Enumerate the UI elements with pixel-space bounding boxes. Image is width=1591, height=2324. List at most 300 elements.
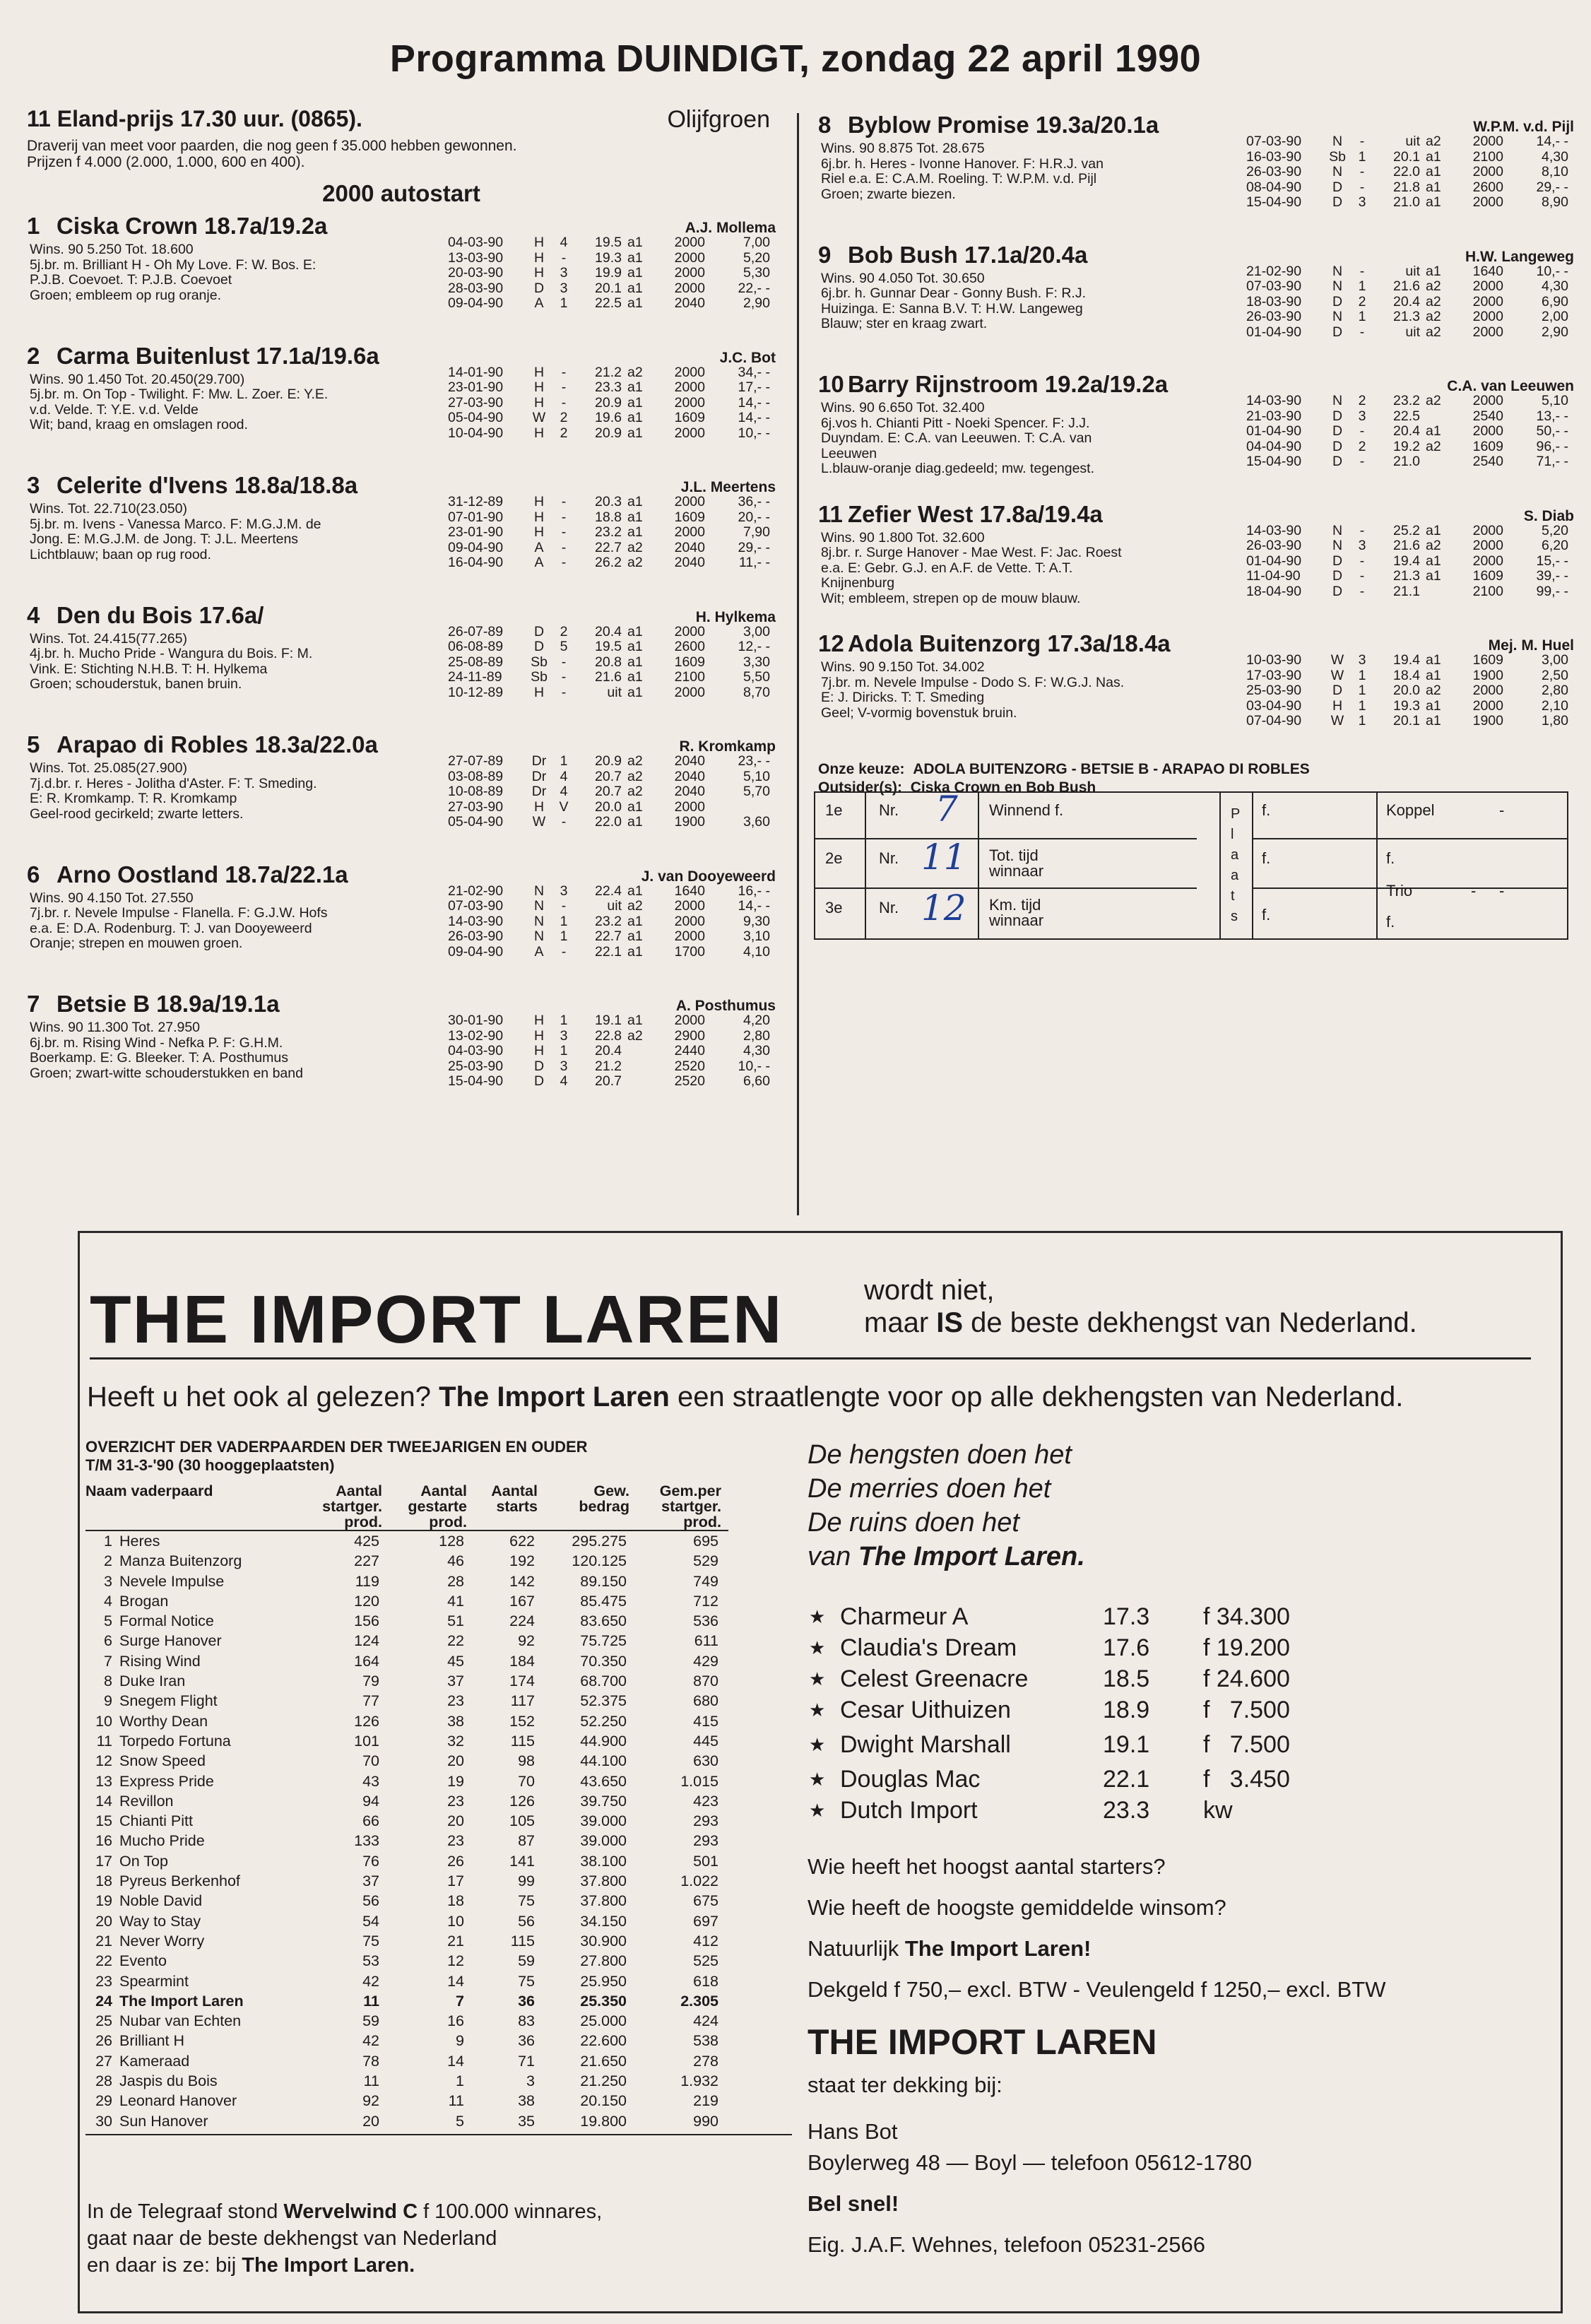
stats-row — [85, 1691, 728, 1711]
result-cell: H — [533, 798, 545, 815]
stats-cell: 675 — [693, 1892, 718, 1910]
horse-name-text: Ciska Crown 18.7a/19.2a — [57, 213, 328, 239]
result-cell: 1 — [1358, 309, 1366, 324]
stats-row — [85, 1571, 728, 1591]
stats-cell: 59 — [362, 2012, 379, 2030]
result-cell: 2 — [1358, 293, 1366, 309]
ad-stand-title: THE IMPORT LAREN — [808, 2022, 1157, 2062]
result-cell: 2000 — [674, 280, 705, 296]
result-cell: 20.1 — [1393, 713, 1420, 729]
result-cell: 1 — [1358, 148, 1366, 165]
sire-name-text: On Top — [119, 1852, 168, 1870]
result-cell: 15-04-90 — [1246, 194, 1302, 210]
sire-name — [85, 1671, 304, 1691]
horse-info-line: Wit; embleem, strepen op de mouw blauw. — [821, 590, 1081, 606]
result-cell: a1 — [627, 425, 643, 441]
result-cell: 16-04-90 — [448, 555, 504, 570]
result-cell — [627, 1059, 653, 1075]
result-cell: a2 — [627, 555, 643, 570]
result-cell: 5,10 — [743, 768, 770, 784]
horse-info — [27, 891, 432, 952]
result-cell: 2100 — [1472, 583, 1503, 599]
sire-rank: 18 — [95, 1872, 112, 1890]
result-row — [1246, 714, 1568, 729]
horse-name-text: Celerite d'Ivens 18.8a/18.8a — [57, 472, 358, 498]
result-cell: uit — [1405, 324, 1420, 340]
offspring-record: 18.5 — [1103, 1665, 1150, 1692]
col-naam: Naam vaderpaard — [85, 1482, 213, 1499]
horse-info-line: Wins. 90 9.150 Tot. 34.002 — [821, 659, 985, 675]
result-cell: 2000 — [674, 235, 705, 250]
result-cell: 08-04-90 — [1246, 179, 1302, 195]
result-cell: 36,- - — [738, 494, 770, 509]
stats-cell: 44.900 — [580, 1732, 627, 1750]
result-cell: 1 — [560, 295, 568, 311]
horse-trainer: R. Kromkamp — [679, 738, 776, 755]
result-cell: - — [561, 249, 567, 266]
result-row — [448, 670, 770, 685]
result-cell: 23.2 — [1393, 393, 1420, 408]
horse-trainer: H. Hylkema — [695, 608, 776, 625]
result-cell: 3,10 — [743, 928, 770, 944]
slip-handwritten-3[interactable]: 12 — [921, 887, 966, 928]
result-cell: 13-02-90 — [448, 1027, 504, 1044]
result-cell — [627, 1044, 653, 1059]
result-cell: 14,- - — [738, 898, 770, 914]
result-cell: 2000 — [674, 394, 705, 411]
result-cell — [714, 800, 770, 815]
stats-cell: 21.250 — [580, 2072, 627, 2090]
stats-cell: 22.600 — [580, 2032, 627, 2050]
sire-name-text: Mucho Pride — [119, 1832, 205, 1850]
result-cell: 24-11-89 — [448, 669, 502, 685]
result-cell: D — [533, 639, 545, 654]
stats-cell: 1.932 — [680, 2072, 718, 2090]
sire-rank: 6 — [104, 1632, 112, 1650]
offspring-winnings: kw — [1203, 1797, 1233, 1824]
result-cell: 14-03-90 — [448, 913, 504, 929]
result-cell: a1 — [627, 1013, 643, 1028]
stats-cell: 622 — [509, 1533, 535, 1550]
horse-number: 8 — [818, 112, 832, 138]
result-cell: a2 — [627, 539, 643, 555]
sire-name — [85, 1931, 304, 1951]
result-cell: - — [561, 509, 567, 525]
result-cell: 10-08-89 — [448, 784, 504, 799]
result-cell: a1 — [627, 798, 643, 815]
result-cell: 1 — [560, 928, 568, 944]
result-cell: 20.4 — [1393, 423, 1420, 439]
result-cell: 13,- - — [1536, 408, 1568, 424]
result-cell: 1900 — [1472, 713, 1503, 729]
sire-name — [85, 1691, 304, 1711]
slip-winnend: Winnend f. — [989, 801, 1064, 819]
sire-rank: 21 — [95, 1932, 112, 1950]
offspring-name: Celest Greenacre — [840, 1665, 1029, 1692]
result-cell: 5 — [560, 639, 568, 654]
horse-trainer: C.A. van Leeuwen — [1447, 378, 1574, 394]
result-cell: H — [533, 1027, 545, 1044]
picks-value: ADOLA BUITENZORG - BETSIE B - ARAPAO DI ROBLES — [913, 760, 1310, 777]
horse-info-line: Wins. 90 6.650 Tot. 32.400 — [821, 400, 985, 415]
right-column — [818, 112, 1574, 797]
result-cell: 22.1 — [595, 943, 622, 960]
sire-name-text: Surge Hanover — [119, 1632, 222, 1650]
result-cell: 21.0 — [1393, 454, 1420, 469]
result-cell: - — [1359, 454, 1365, 469]
horse-info-line: v.d. Velde. T: Y.E. v.d. Velde — [30, 401, 199, 418]
result-cell: H — [533, 364, 545, 380]
stats-row — [85, 1991, 728, 2011]
sire-name — [85, 1591, 304, 1611]
result-cell: 07-03-90 — [1246, 278, 1302, 294]
stats-row — [85, 2031, 728, 2051]
contact-address: Boylerweg 48 — Boyl — telefoon 05612-1780 — [808, 2150, 1253, 2175]
horse-name-text: Betsie B 18.9a/19.1a — [57, 991, 280, 1017]
offspring-record: 19.1 — [1103, 1731, 1150, 1758]
stats-row — [85, 1531, 728, 1551]
stats-row — [85, 1811, 728, 1831]
col-gem: Gem.per startger. prod. — [659, 1482, 721, 1530]
stats-row — [85, 1651, 728, 1671]
stats-cell: 142 — [509, 1572, 535, 1590]
stats-cell: 92 — [362, 2092, 379, 2110]
result-row — [448, 235, 770, 251]
ad-fee: Dekgeld f 750,– excl. BTW - Veulengeld f 1250,– excl. BTW — [808, 1977, 1386, 2002]
horse-trainer: H.W. Langeweg — [1465, 248, 1574, 265]
stats-cell: 85.475 — [580, 1592, 627, 1610]
sire-rank: 25 — [95, 2012, 112, 2030]
stats-cell: 295.275 — [572, 1533, 627, 1550]
sire-rank: 4 — [104, 1592, 112, 1610]
stats-cell: 695 — [693, 1533, 718, 1550]
result-cell: 2040 — [674, 539, 705, 555]
result-cell: 2000 — [1472, 393, 1503, 408]
horse-info — [818, 401, 1224, 477]
result-cell: uit — [1405, 263, 1420, 279]
result-cell: A — [534, 539, 544, 555]
stats-cell: 37.800 — [580, 1872, 627, 1890]
result-cell: - — [1359, 134, 1365, 149]
result-cell: 99,- - — [1536, 583, 1568, 599]
sire-name — [85, 1791, 304, 1811]
sire-name-text: Evento — [119, 1952, 167, 1970]
stats-row — [85, 1771, 728, 1791]
result-cell: a1 — [1426, 553, 1441, 569]
result-cell: Sb — [531, 654, 548, 670]
stats-cell: 11 — [363, 2072, 379, 2090]
result-cell: 5,30 — [743, 265, 770, 281]
result-cell: 4 — [560, 1073, 568, 1089]
sire-name — [85, 1991, 304, 2011]
page-header: Programma DUINDIGT, zondag 22 april 1990 — [389, 37, 1202, 80]
result-cell: 2000 — [674, 265, 705, 281]
result-cell: 22.4 — [595, 883, 622, 899]
stats-cell: 278 — [693, 2052, 718, 2070]
horse-info-line: Jong. E: M.G.J.M. de Jong. T: J.L. Meertens — [30, 531, 299, 547]
result-cell: 26-03-90 — [1246, 164, 1302, 179]
result-cell: Dr — [531, 753, 547, 769]
horse-entry — [27, 602, 776, 724]
result-cell: 1 — [560, 1013, 568, 1028]
result-row — [448, 685, 770, 701]
stats-cell: 34.150 — [580, 1912, 627, 1930]
result-cell: 2000 — [674, 379, 705, 395]
stats-cell: 51 — [447, 1612, 464, 1630]
result-cell: 20.7 — [595, 784, 622, 799]
result-cell: D — [1332, 324, 1343, 340]
horse-info — [818, 271, 1224, 332]
stats-cell: 71 — [518, 2052, 535, 2070]
left-column — [27, 106, 776, 1121]
horse-info-line: 5j.br. m. Ivens - Vanessa Marco. F: M.G.J.M. de — [30, 516, 321, 532]
sire-name — [85, 1551, 304, 1571]
stats-cell: 77 — [362, 1692, 379, 1710]
slip-rank-1: 1e — [825, 801, 843, 819]
horse-info — [27, 1020, 432, 1081]
result-cell: N — [533, 928, 545, 944]
result-cell: 3,30 — [743, 654, 770, 670]
offspring-row — [809, 1633, 1290, 1663]
result-cell: W — [1330, 713, 1344, 729]
horse-trainer: S. Diab — [1523, 507, 1574, 524]
stats-cell: 167 — [509, 1592, 535, 1610]
stats-cell: 21 — [447, 1932, 464, 1950]
sire-name — [85, 1811, 304, 1831]
stats-cell: 38 — [447, 1712, 464, 1730]
horse-info-line: 6j.vos h. Chianti Pitt - Noeki Spencer. F: J.J. — [821, 415, 1090, 431]
result-cell: 2 — [1358, 438, 1366, 454]
result-cell: D — [533, 1073, 545, 1089]
stats-row — [85, 1831, 728, 1851]
result-cell: 20.4 — [595, 623, 622, 639]
stats-cell: 101 — [354, 1732, 379, 1750]
stats-cell: 35 — [518, 2112, 535, 2130]
stats-cell: 429 — [693, 1652, 718, 1670]
result-cell: 2520 — [674, 1073, 705, 1089]
sire-name — [85, 1831, 304, 1851]
result-cell: 21.1 — [1393, 583, 1420, 599]
stats-row — [85, 1591, 728, 1611]
horse-number: 6 — [27, 861, 40, 887]
result-cell: 21.0 — [1393, 194, 1420, 210]
horse-entry — [818, 501, 1574, 623]
horse-list-right — [818, 112, 1574, 752]
result-cell: 22.0 — [1393, 164, 1420, 179]
result-cell: 2600 — [674, 639, 705, 654]
horse-info — [818, 141, 1224, 202]
result-cell: 20.3 — [595, 494, 622, 509]
stats-cell: 87 — [518, 1832, 535, 1850]
sire-name — [85, 2011, 304, 2031]
result-row — [1246, 409, 1568, 425]
result-cell: 5,50 — [743, 669, 770, 685]
import-laren-ad — [78, 1231, 1563, 2313]
horse-info-line: Riel e.a. E: C.A.M. Roeling. T: W.P.M. v.d. Pijl — [821, 171, 1097, 187]
result-cell: a1 — [627, 943, 643, 960]
result-cell: 1 — [1358, 278, 1366, 294]
stats-cell: 152 — [509, 1712, 535, 1730]
result-cell: 19.4 — [1393, 553, 1420, 569]
stats-cell: 611 — [694, 1632, 718, 1650]
sire-rank: 26 — [95, 2032, 112, 2050]
sire-name — [85, 1531, 304, 1551]
result-cell: a2 — [1426, 278, 1441, 294]
stats-cell: 78 — [362, 2052, 379, 2070]
horse-trainer: J. van Dooyeweerd — [641, 868, 776, 885]
stats-cell: 20.150 — [580, 2092, 627, 2110]
stats-cell: 20 — [447, 1812, 464, 1830]
sire-name — [85, 1971, 304, 1991]
result-cell: 20-03-90 — [448, 265, 504, 281]
result-cell: N — [1332, 309, 1343, 324]
result-cell: 18-04-90 — [1246, 583, 1302, 599]
result-cell: 21-02-90 — [1246, 263, 1302, 279]
result-cell: - — [561, 684, 567, 700]
offspring-row — [809, 1764, 1290, 1794]
result-cell: 3 — [560, 1027, 568, 1044]
horse-info-line: Vink. E: Stichting N.H.B. T: H. Hylkema — [30, 661, 268, 677]
stats-row — [85, 1551, 728, 1571]
stats-cell: 43.650 — [580, 1772, 627, 1790]
result-cell: - — [561, 539, 567, 555]
result-cell: D — [533, 280, 545, 296]
horse-info-line: Wins. Tot. 24.415(77.265) — [30, 630, 187, 647]
stats-cell: 36 — [518, 2032, 535, 2050]
horse-info-line: E: J. Diricks. T: T. Smeding — [821, 690, 985, 705]
result-row — [448, 655, 770, 671]
horse-trainer: J.C. Bot — [719, 349, 776, 366]
stats-cell: 37.800 — [580, 1892, 627, 1910]
ad-contact: staat ter dekking bij: Hans Bot Boylerweg 48 — Boyl — telefoon 05612-1780 Bel snel! Eig. J.A.F. Wehnes, telefoon 05231-2566 — [808, 2070, 1542, 2260]
result-cell: W — [532, 814, 546, 830]
sire-name-text: Spearmint — [119, 1972, 189, 1990]
result-cell: 1 — [1358, 697, 1366, 714]
result-cell: 10,- - — [738, 1058, 770, 1074]
stats-cell: 76 — [362, 1852, 379, 1870]
column-divider — [797, 113, 799, 1215]
result-cell: 19.5 — [595, 639, 622, 654]
result-cell: 19.9 — [595, 265, 622, 281]
result-row — [448, 1059, 770, 1075]
stats-cell: 536 — [693, 1612, 718, 1630]
result-cell: 20.8 — [595, 654, 622, 670]
result-cell: 06-08-89 — [448, 639, 504, 654]
result-cell: 19.2 — [1393, 438, 1420, 454]
stats-cell: 75 — [518, 1892, 535, 1910]
sire-rank: 7 — [104, 1652, 112, 1670]
result-row — [1246, 424, 1568, 440]
stats-row — [85, 1671, 728, 1691]
offspring-row — [809, 1602, 1290, 1632]
stats-cell: 630 — [693, 1752, 718, 1770]
horse-info-line: Huizinga. E: Sanna B.V. T: H.W. Langeweg — [821, 300, 1083, 317]
result-cell: 4 — [560, 768, 568, 784]
stats-cell: 70 — [362, 1752, 379, 1770]
result-cell: Dr — [531, 784, 547, 799]
result-cell: 23.3 — [595, 379, 622, 395]
horse-number: 11 — [818, 500, 843, 527]
result-cell: W — [1330, 667, 1344, 683]
stats-cell: 70 — [518, 1772, 535, 1790]
stats-cell: 9 — [456, 2032, 464, 2050]
result-cell: H — [533, 394, 545, 411]
result-row — [1246, 150, 1568, 165]
horse-info — [27, 372, 432, 433]
result-cell: 2100 — [1472, 148, 1503, 165]
result-cell: 2000 — [674, 913, 705, 929]
result-row — [1246, 295, 1568, 310]
stats-cell: 224 — [509, 1612, 535, 1630]
stats-cell: 26 — [447, 1852, 464, 1870]
result-cell: a1 — [1426, 423, 1441, 439]
horse-results — [1246, 524, 1568, 600]
result-cell: 2000 — [1472, 538, 1503, 553]
sire-name-text: Kameraad — [119, 2052, 190, 2070]
result-cell: 07-04-90 — [1246, 713, 1302, 729]
stats-cell: 1.022 — [680, 1872, 718, 1890]
col-gestarte: Aantal gestarte prod. — [408, 1482, 467, 1530]
stats-cell: 1 — [456, 2072, 464, 2090]
result-cell: 22.7 — [595, 539, 622, 555]
result-cell: 20.7 — [595, 768, 622, 784]
result-cell: - — [1359, 164, 1365, 179]
result-cell: 3 — [560, 883, 568, 899]
slip-handwritten-2[interactable]: 11 — [921, 837, 966, 878]
result-cell: V — [559, 798, 569, 815]
result-cell — [1426, 454, 1451, 470]
result-cell: 19.1 — [595, 1013, 622, 1028]
result-row — [1246, 668, 1568, 684]
slip-nr-2: Nr. — [879, 849, 899, 867]
result-cell: 11,- - — [738, 555, 770, 570]
result-cell: 39,- - — [1536, 568, 1568, 584]
stats-cell: 501 — [693, 1852, 718, 1870]
result-cell: 1609 — [674, 509, 705, 525]
stats-cell: 92 — [518, 1632, 535, 1650]
sire-name-text: Heres — [119, 1533, 160, 1550]
horse-info-line: Wins. 90 1.800 Tot. 32.600 — [821, 529, 985, 545]
sire-rank: 9 — [104, 1692, 112, 1710]
stats-cell: 525 — [693, 1952, 718, 1970]
result-cell: D — [1332, 179, 1343, 195]
result-cell: - — [561, 943, 567, 960]
result-cell: D — [1332, 683, 1343, 698]
stats-cell: 133 — [354, 1832, 379, 1850]
sire-name-text: Jaspis du Bois — [119, 2072, 218, 2090]
stats-cell: 28 — [447, 1572, 464, 1590]
sire-name — [85, 1771, 304, 1791]
result-cell: 4 — [560, 235, 568, 250]
stats-cell: 126 — [354, 1712, 379, 1730]
result-cell: 2040 — [674, 295, 705, 311]
horse-info-line: 6j.br. h. Gunnar Dear - Gonny Bush. F: R.J. — [821, 285, 1086, 301]
result-row — [448, 929, 770, 945]
result-row — [448, 945, 770, 960]
result-cell: 22.0 — [595, 814, 622, 830]
result-cell: a1 — [627, 265, 643, 281]
result-cell: a1 — [627, 524, 643, 540]
stats-cell: 105 — [509, 1812, 535, 1830]
result-cell: 13-03-90 — [448, 249, 504, 266]
result-cell: A — [534, 555, 544, 570]
slip-handwritten-1[interactable]: 7 — [935, 789, 958, 830]
result-cell: 20.9 — [595, 753, 622, 769]
result-cell: 2 — [560, 425, 568, 441]
result-row — [448, 800, 770, 815]
slip-f-5: f. — [1386, 913, 1395, 931]
sire-name-text: Rising Wind — [119, 1652, 201, 1670]
